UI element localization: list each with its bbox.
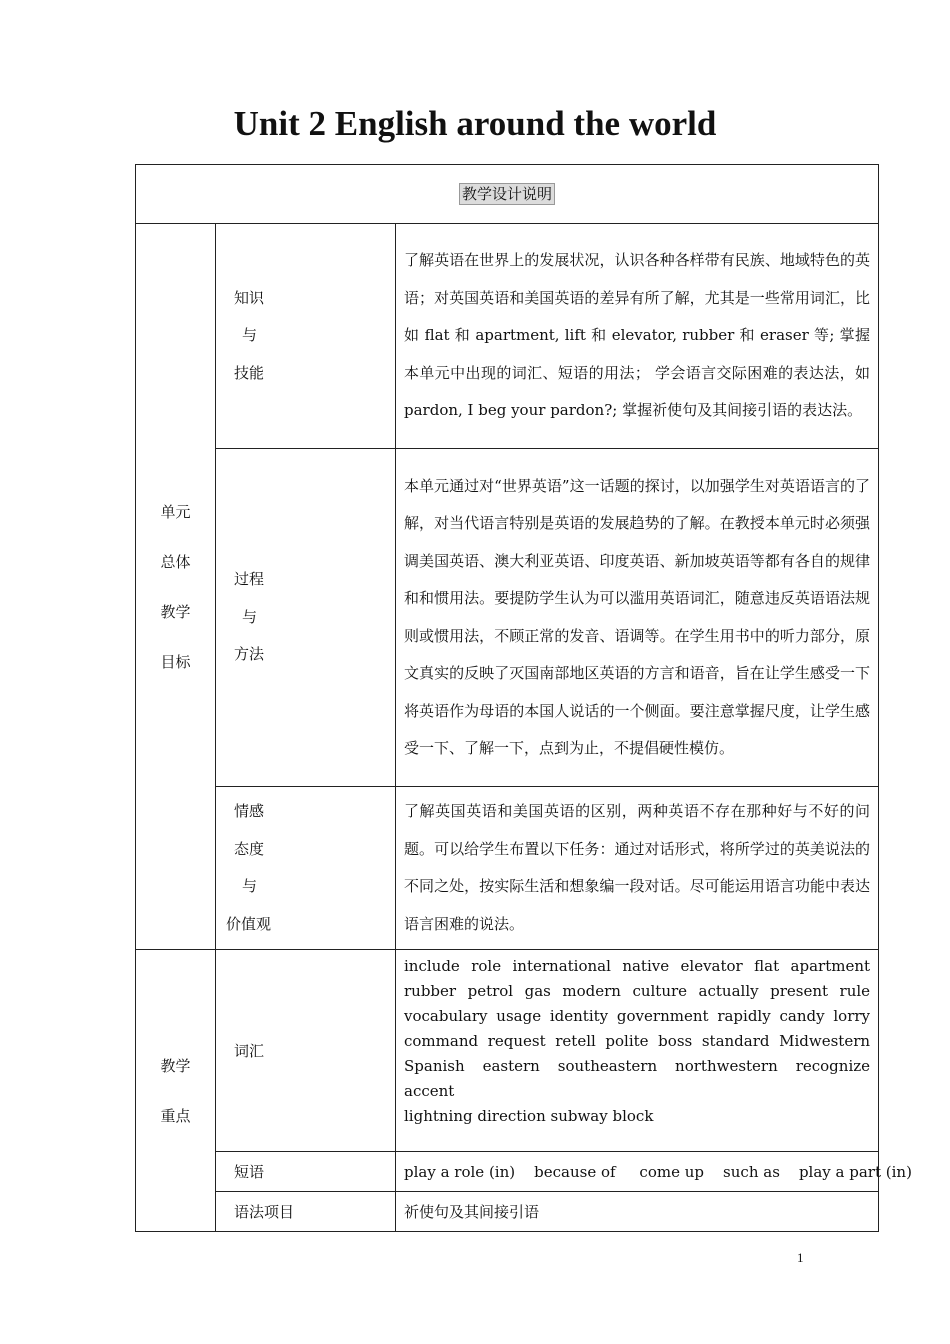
page-number: 1 [797,1250,804,1265]
vocab-label: 词汇 [216,950,396,1152]
process-methods-content: 本单元通过对“世界英语”这一话题的探讨，以加强学生对英语语言的了解，对当代语言特别是英语的发展趋势的了解。在教授本单元时必须强调美国英语、澳大利亚英语、印度英语、新加坡英语等都有各自的规律和和惯用法。要提防学生认为可以滥用英语词汇，随意违反英语语法规则或惯用法，不顾正常的发音、语调等。在学生用书中的听力部分，原文真实的反映了灭国南部地区英语的方言和语音，旨在让学生感受一下将英语作为母语的本国人说话的一个侧面。要注意掌握尺度，让学生感受一下、了解一下，点到为止，不提倡硬性模仿。 [396,449,879,787]
vocab-content: include role international native elevator flat apartment rubber petrol gas modern culture actually present rule vocabulary usage identity government rapidly candy lorry command request retell polite boss standard Midwestern Spanish eastern southeastern northwestern recognize accent lightning direction subway block [396,950,879,1152]
objectives-label: 单元 总体 教学 目标 [136,224,216,950]
page-title: Unit 2 English around the world [233,104,717,143]
table-header-cell [136,165,879,224]
knowledge-skills-content: 了解英语在世界上的发展状况，认识各种各样带有民族、地域特色的英语；对英国英语和美国英语的差异有所了解，尤其是一些常用词汇，比如 flat 和 apartment, lift 和 elevator, rubber 和 eraser 等; 掌握本单元中出现的词汇、短语的用法； 学会语言交际困难的表达法，如 pardon, I beg your pardon?; 掌握祈使句及其间接引语的表达法。 [396,224,879,449]
grammar-label: 语法项目 [216,1192,396,1232]
phrase-content: play a role (in) because of come up such as play a part (in) [396,1152,879,1192]
phrase-label: 短语 [216,1152,396,1192]
attitude-values-content: 了解英国英语和美国英语的区别，两种英语不存在那种好与不好的问题。可以给学生布置以下任务：通过对话形式，将所学过的英美说法的不同之处，按实际生活和想象编一段对话。尽可能运用语言功能中表达语言困难的说法。 [396,787,879,950]
knowledge-skills-label: 知识 与 技能 [216,224,396,449]
attitude-values-label: 情感 态度 与 价值观 [216,787,396,950]
table-header-label: 教学设计说明 [459,183,555,205]
focus-label: 教学 重点 [136,950,216,1232]
process-methods-label: 过程 与 方法 [216,449,396,787]
grammar-content: 祈使句及其间接引语 [396,1192,879,1232]
teaching-design-table [135,164,912,1232]
